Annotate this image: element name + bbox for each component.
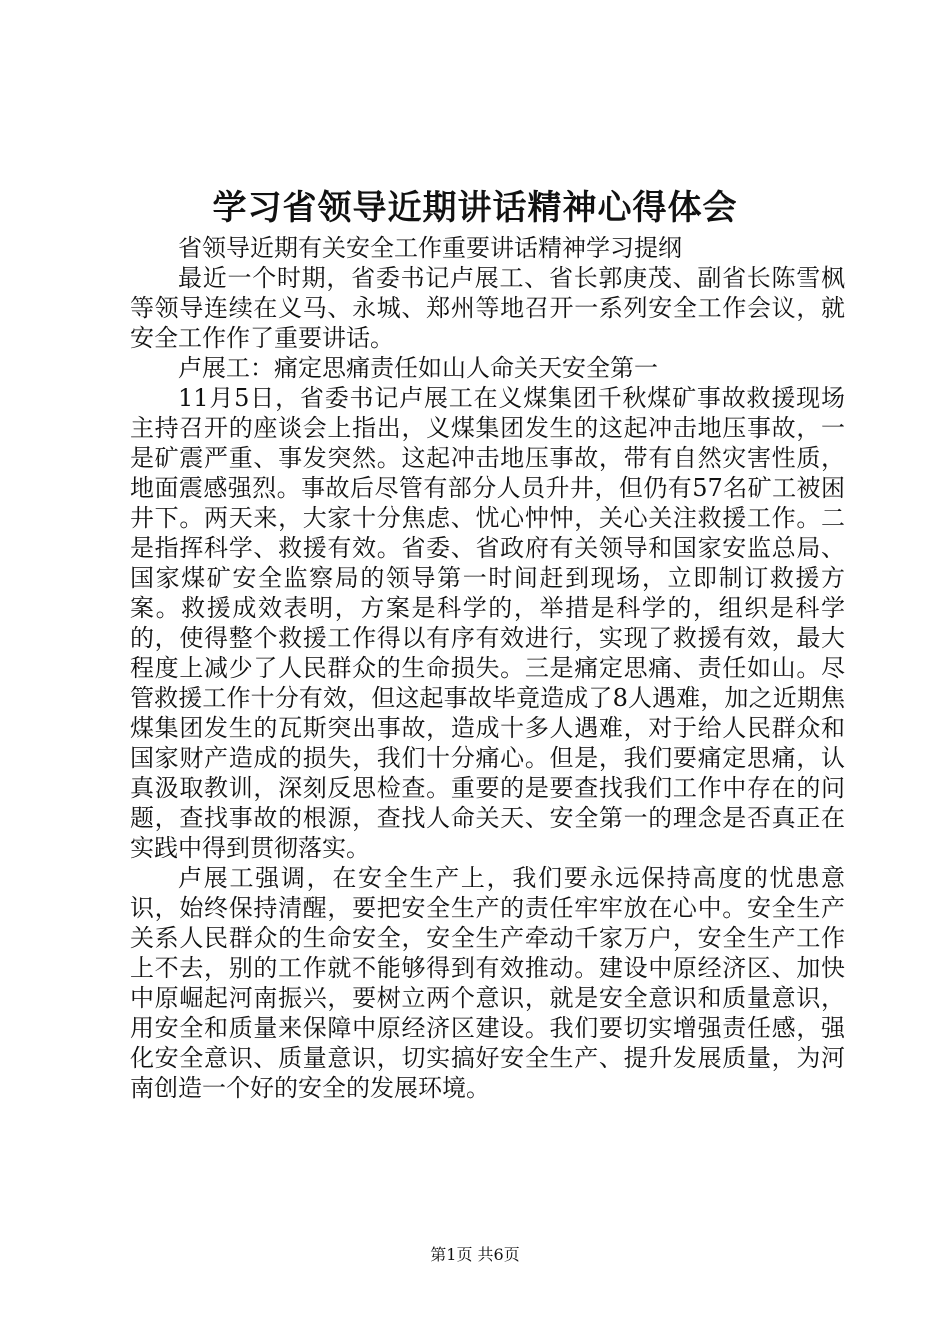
subtitle-paragraph: 省领导近期有关安全工作重要讲话精神学习提纲 <box>178 234 682 262</box>
page-number: 第1页 共6页 <box>430 1245 520 1264</box>
body-paragraph: 卢展工强调，在安全生产上，我们要永远保持高度的忧患意识，始终保持清醒，要把安全生产的责任牢牢放在心中。安全生产关系人民群众的生命安全，安全生产牵动千家万户，安全生产工作上不去，别的工作就不能够得到有效推动。建设中原经济区、加快中原崛起河南振兴，要树立两个意识，就是安全意识和质量意识，用安全和质量来保障中原经济区建设。我们要切实增强责任感，强化安全意识、质量意识，切实搞好安全生产、提升发展质量，为河南创造一个好的安全的发展环境。 <box>130 864 845 1102</box>
intro-paragraph: 最近一个时期，省委书记卢展工、省长郭庚茂、副省长陈雪枫等领导连续在义马、永城、郑州等地召开一系列安全工作会议，就安全工作作了重要讲话。 <box>130 264 845 352</box>
section-heading-paragraph: 卢展工：痛定思痛责任如山人命关天安全第一 <box>178 354 658 382</box>
document-title: 学习省领导近期讲话精神心得体会 <box>212 188 738 228</box>
document-body <box>130 233 845 1103</box>
body-paragraph: 11月5日，省委书记卢展工在义煤集团千秋煤矿事故救援现场主持召开的座谈会上指出，义煤集团发生的这起冲击地压事故，一是矿震严重、事发突然。这起冲击地压事故，带有自然灾害性质，地面震感强烈。事故后尽管有部分人员升井，但仍有57名矿工被困井下。两天来，大家十分焦虑、忧心忡忡，关心关注救援工作。二是指挥科学、救援有效。省委、省政府有关领导和国家安监总局、国家煤矿安全监察局的领导第一时间赶到现场，立即制订救援方案。救援成效表明，方案是科学的，举措是科学的，组织是科学的，使得整个救援工作得以有序有效进行，实现了救援有效，最大程度上减少了人民群众的生命损失。三是痛定思痛、责任如山。尽管救援工作十分有效，但这起事故毕竟造成了8人遇难，加之近期焦煤集团发生的瓦斯突出事故，造成十多人遇难，对于给人民群众和国家财产造成的损失，我们十分痛心。但是，我们要痛定思痛，认真汲取教训，深刻反思检查。重要的是要查找我们工作中存在的问题，查找事故的根源，查找人命关天、安全第一的理念是否真正在实践中得到贯彻落实。 <box>130 384 845 862</box>
